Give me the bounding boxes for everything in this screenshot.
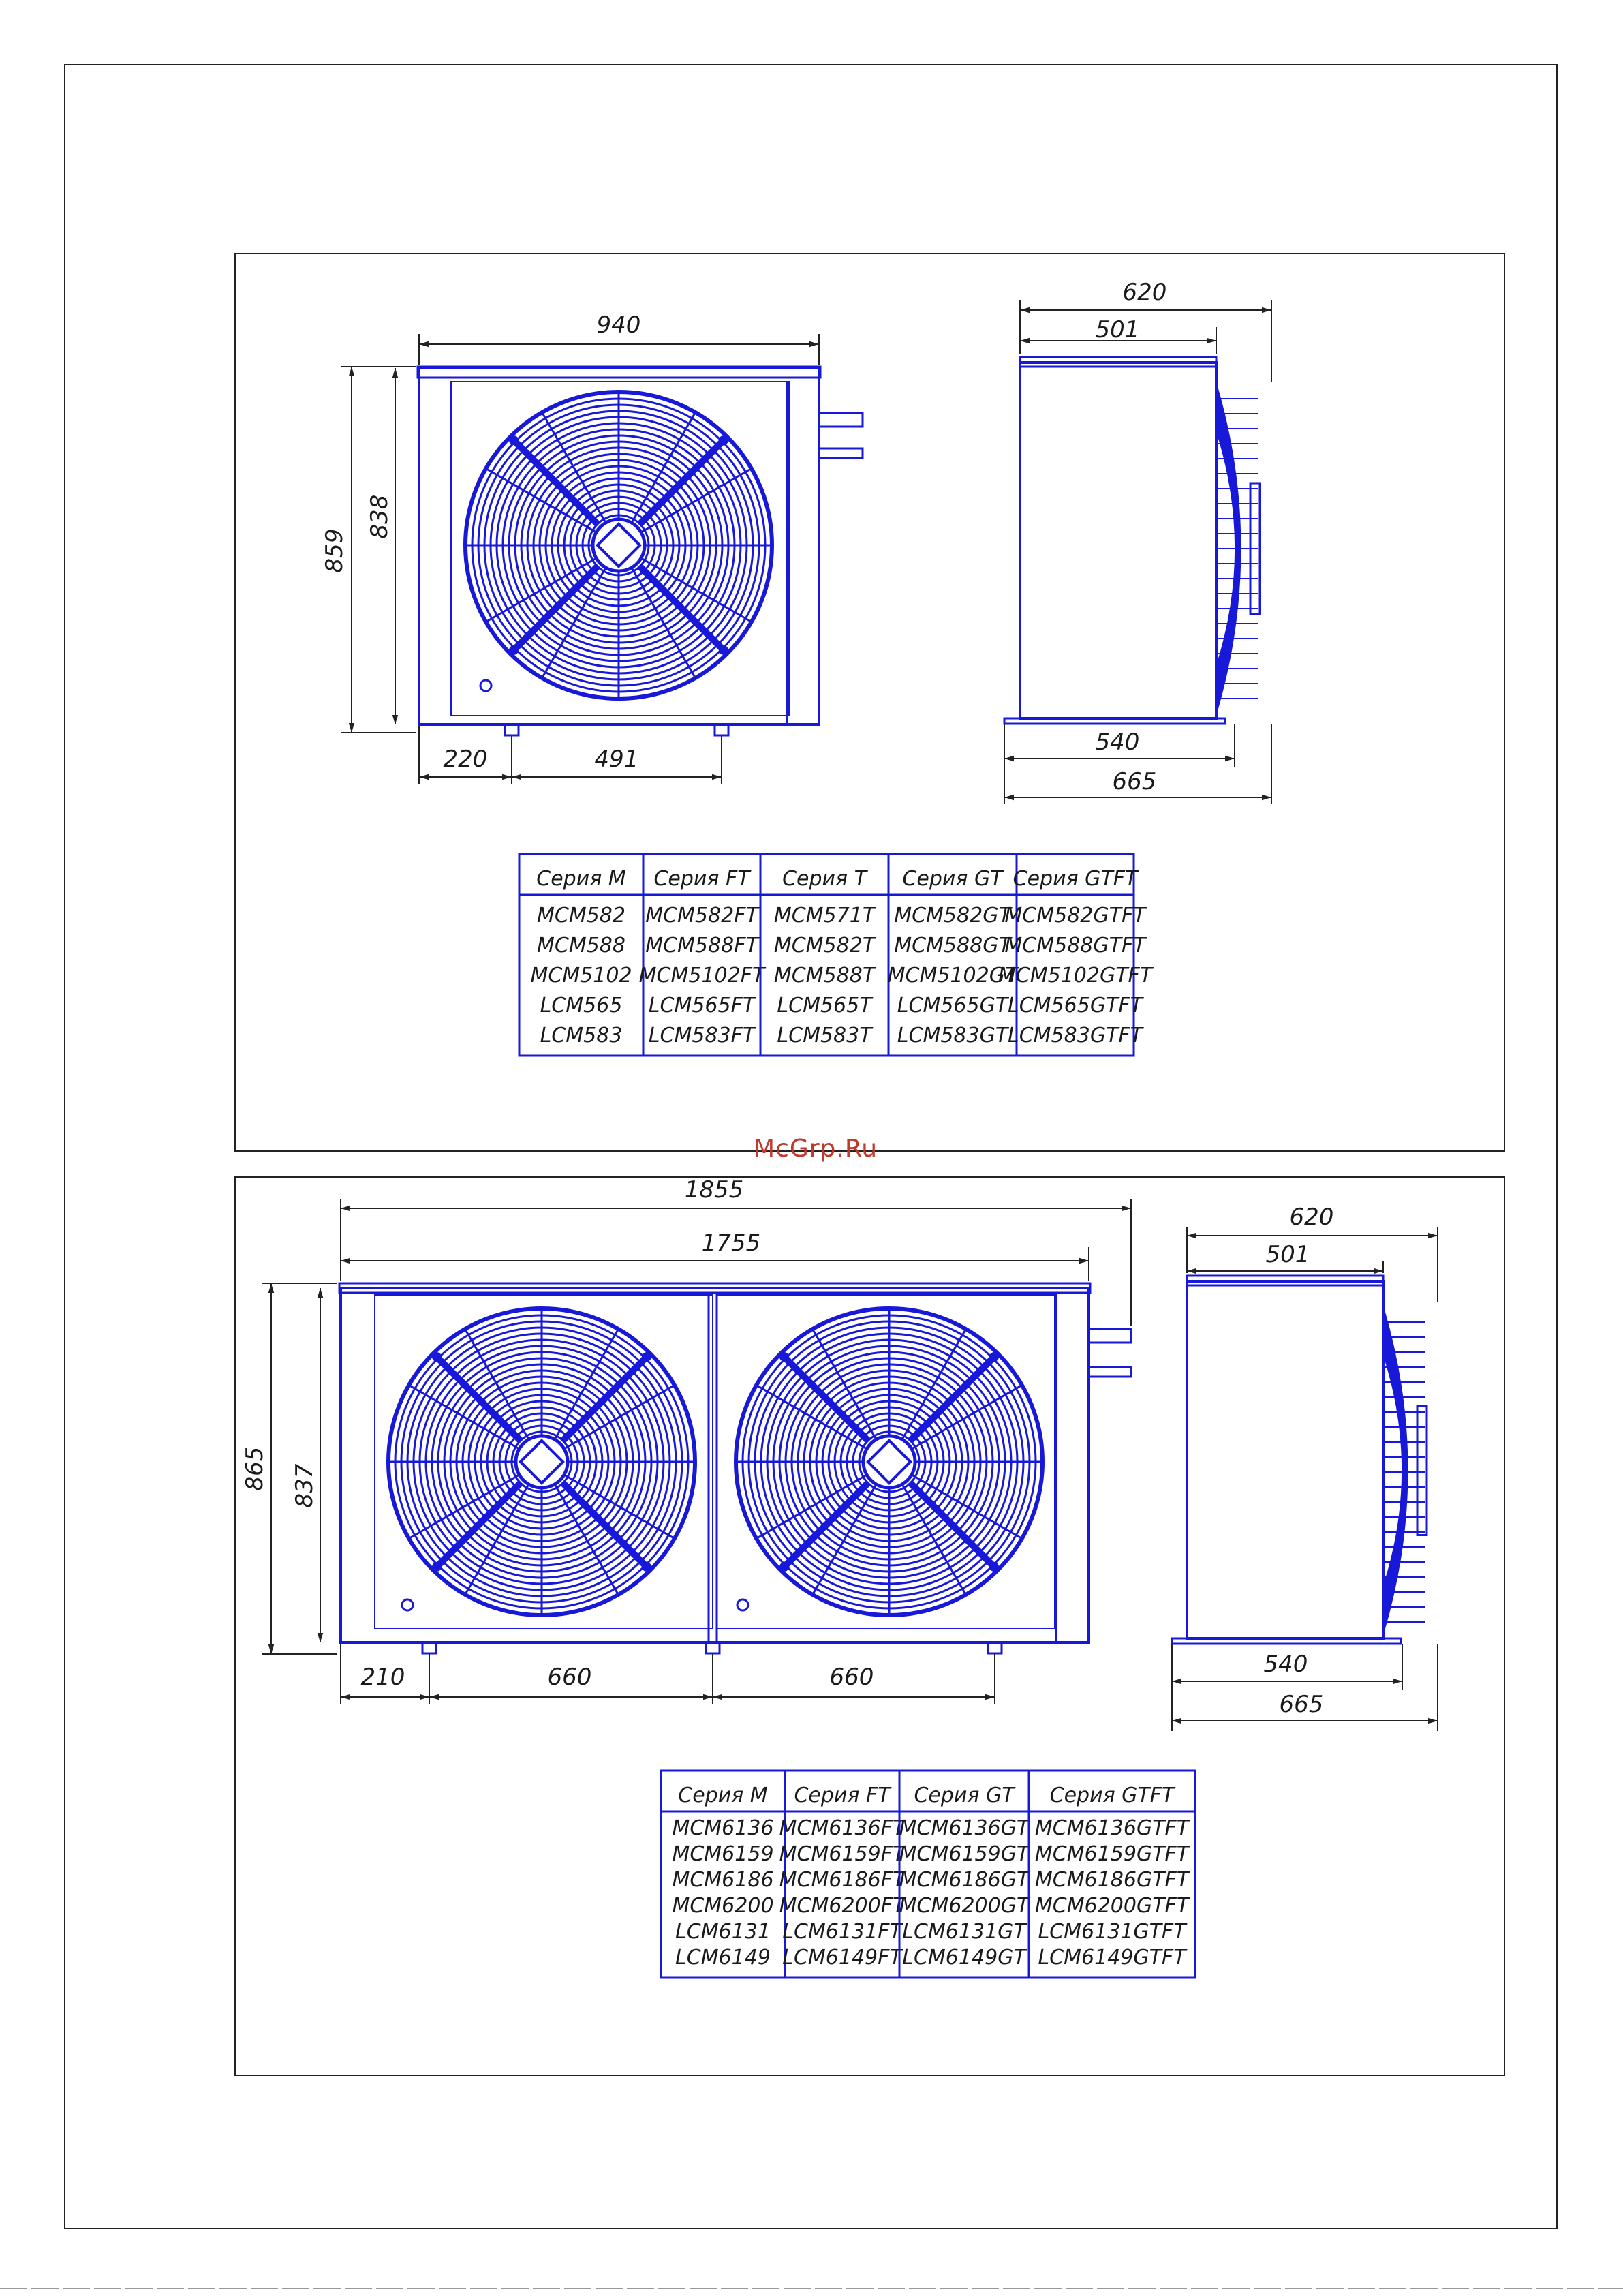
- unit1-table-header-1: Серия FT: [653, 867, 750, 891]
- unit1-table-cell: MCM582GTFT: [1004, 904, 1146, 928]
- unit2-table-cell: MCM6200GT: [899, 1894, 1030, 1918]
- unit1-table-cell: LCM565: [540, 994, 623, 1017]
- unit1-table-cell: MCM582GT: [894, 904, 1011, 928]
- unit2-table-cell: MCM6136GTFT: [1034, 1816, 1190, 1840]
- unit2-drawing: [235, 1176, 1504, 2075]
- unit2-table-cell: MCM6159FT: [779, 1842, 906, 1866]
- unit2-table-header-3: Серия GTFT: [1049, 1784, 1175, 1807]
- unit2-height-outer-label: 865: [241, 1446, 268, 1491]
- unit1-table-header-4: Серия GTFT: [1013, 867, 1138, 891]
- unit2-foot-spacing-1-label: 660: [547, 1664, 592, 1691]
- unit2-table-cell: MCM6186GTFT: [1034, 1868, 1190, 1892]
- unit1-table-cell: MCM582T: [773, 934, 876, 958]
- unit1-table-cell: MCM5102GT: [887, 964, 1018, 988]
- unit2-table-cell: LCM6131GT: [902, 1920, 1026, 1944]
- unit1-side-view: [1004, 357, 1260, 724]
- unit1-table-cell: LCM565GTFT: [1008, 994, 1143, 1017]
- unit2-table-cell: MCM6200GTFT: [1034, 1894, 1190, 1918]
- unit1-height-inner-label: 838: [366, 494, 393, 539]
- unit1-table-cell: MCM571T: [773, 904, 876, 928]
- unit2-side-view: [1172, 1276, 1427, 1644]
- unit1-table-cell: LCM583T: [777, 1024, 872, 1047]
- unit1-table-cell: MCM588FT: [645, 934, 758, 958]
- unit2-table-cell: MCM6136FT: [779, 1816, 906, 1840]
- unit1-table-header-0: Серия M: [536, 867, 626, 891]
- unit1-width-label: 940: [596, 311, 641, 339]
- unit2-fan-guard-left: [388, 1308, 695, 1615]
- unit2-table-cell: MCM6159: [672, 1842, 774, 1866]
- unit1-side-fan: [1216, 385, 1260, 712]
- unit2-table-cell: MCM6186FT: [779, 1868, 906, 1892]
- unit2-table-cell: LCM6131GTFT: [1038, 1920, 1186, 1944]
- unit2-table-cell: LCM6149GT: [902, 1946, 1026, 1970]
- unit1-table-cell: MCM5102GTFT: [998, 964, 1153, 988]
- unit2-table-cell: LCM6131: [675, 1920, 771, 1944]
- unit2-fan-guard-right: [736, 1308, 1042, 1615]
- unit2-width-total-label: 1855: [684, 1176, 744, 1204]
- unit1-table-cell: MCM588GTFT: [1004, 934, 1146, 958]
- unit1-table-cell: MCM588GT: [894, 934, 1011, 958]
- unit1-table-cell: LCM565T: [777, 994, 872, 1017]
- unit1-foot-offset-label: 220: [443, 746, 488, 773]
- unit2-table-header-0: Серия M: [678, 1784, 768, 1807]
- unit1-table-cell: LCM565FT: [648, 994, 756, 1017]
- unit2-table-cell: MCM6186: [672, 1868, 774, 1892]
- unit1-table-cell: MCM582FT: [645, 904, 758, 928]
- unit1-side-base-outer-label: 665: [1112, 768, 1157, 795]
- unit2-side-base-outer-label: 665: [1279, 1691, 1324, 1718]
- unit1-model-table: [519, 854, 1154, 1056]
- unit2-table-cell: MCM6186GT: [899, 1868, 1030, 1892]
- unit1-table-cell: LCM583GT: [897, 1024, 1008, 1047]
- unit1-height-outer-label: 859: [321, 528, 348, 573]
- unit1-table-cell: LCM583: [540, 1024, 623, 1047]
- unit1-drawing: [235, 254, 1504, 1151]
- unit2-table-cell: MCM6159GT: [899, 1842, 1030, 1866]
- unit1-table-header-2: Серия T: [782, 867, 867, 891]
- unit2-model-table: [661, 1771, 1195, 1978]
- unit1-side-depth-body-label: 501: [1095, 316, 1140, 343]
- unit2-table-header-2: Серия GT: [914, 1784, 1015, 1807]
- unit2-table-cell: MCM6159GTFT: [1034, 1842, 1190, 1866]
- unit2-table-cell: MCM6136GT: [899, 1816, 1030, 1840]
- unit1-table-cell: LCM565GT: [897, 994, 1008, 1017]
- unit2-side-base-inner-label: 540: [1263, 1651, 1308, 1678]
- unit1-table-cell: MCM588: [537, 934, 625, 958]
- unit1-front-view: [418, 367, 863, 735]
- unit2-table-cell: MCM6200: [672, 1894, 774, 1918]
- unit1-side-depth-total-label: 620: [1122, 279, 1167, 306]
- unit1-table-cell: MCM5102: [530, 964, 632, 988]
- unit2-foot-offset-label: 210: [360, 1664, 405, 1691]
- unit2-front-view: [339, 1283, 1131, 1653]
- unit2-table-cell: LCM6131FT: [782, 1920, 902, 1944]
- unit2-side-depth-body-label: 501: [1265, 1241, 1310, 1268]
- unit1-fan-guard: [465, 392, 772, 699]
- unit1-table-cell: LCM583GTFT: [1008, 1024, 1143, 1047]
- unit1-table-cell: MCM588T: [773, 964, 876, 988]
- unit1-table-cell: LCM583FT: [648, 1024, 756, 1047]
- watermark: McGrp.Ru: [753, 1135, 878, 1163]
- unit2-side-fan: [1383, 1308, 1427, 1632]
- unit2-height-inner-label: 837: [291, 1463, 318, 1508]
- unit2-side-depth-total-label: 620: [1289, 1204, 1334, 1231]
- unit1-table-header-3: Серия GT: [902, 867, 1003, 891]
- unit2-table-cell: MCM6136: [672, 1816, 774, 1840]
- unit2-table-cell: LCM6149GTFT: [1038, 1946, 1186, 1970]
- unit1-side-base-inner-label: 540: [1095, 729, 1140, 756]
- unit2-table-header-1: Серия FT: [794, 1784, 891, 1807]
- unit1-table-cell: MCM5102FT: [638, 964, 765, 988]
- unit1-foot-spacing-label: 491: [594, 746, 639, 773]
- unit2-table-cell: LCM6149: [675, 1946, 771, 1970]
- unit1-table-cell: MCM582: [537, 904, 625, 928]
- unit2-table-cell: LCM6149FT: [782, 1946, 902, 1970]
- unit2-table-cell: MCM6200FT: [779, 1894, 906, 1918]
- unit2-width-body-label: 1755: [701, 1229, 761, 1257]
- unit2-foot-spacing-2-label: 660: [829, 1664, 874, 1691]
